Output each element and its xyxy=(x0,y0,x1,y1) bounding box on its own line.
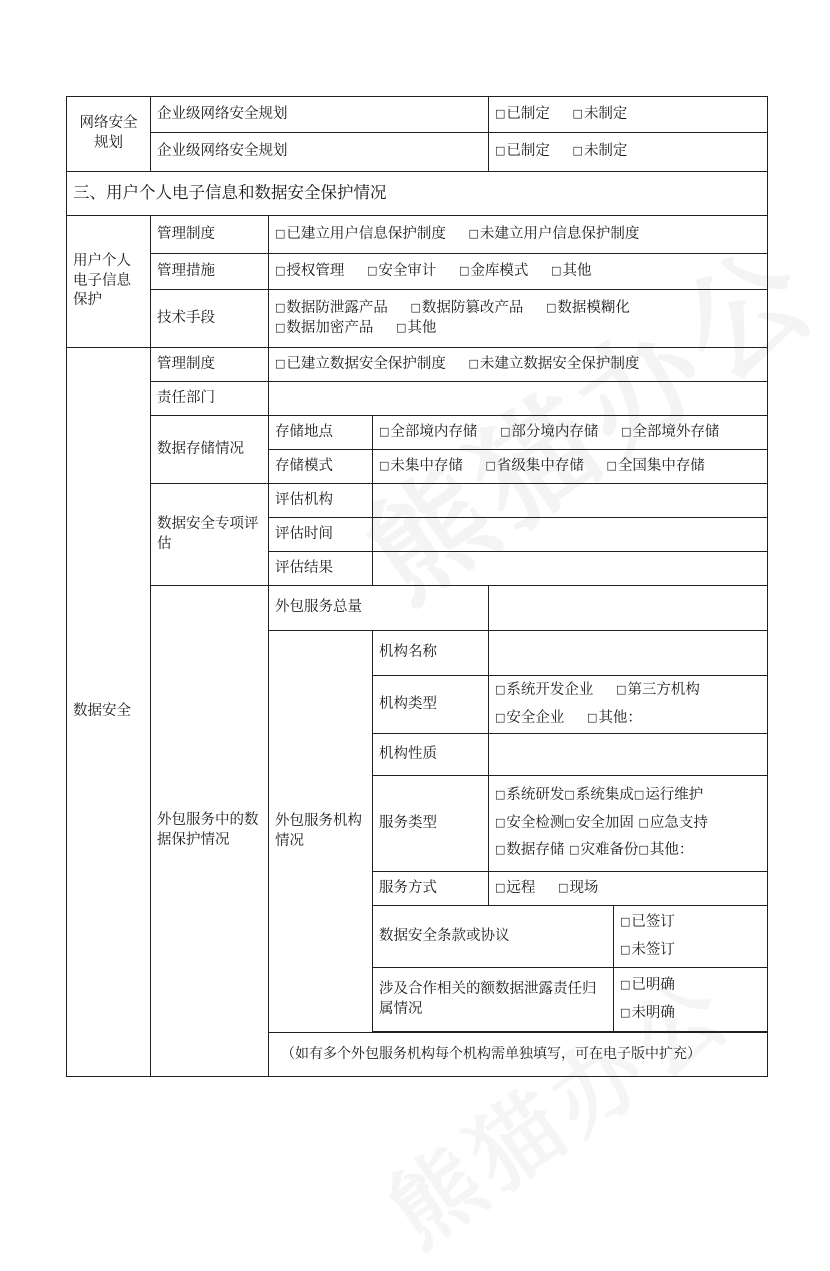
checkbox-signed[interactable]: □ 已签订 xyxy=(620,909,761,937)
checkbox-security-co[interactable]: □ 安全企业 xyxy=(495,710,564,726)
checkbox-not-established[interactable]: □ 未建立用户信息保护制度 xyxy=(469,226,640,242)
network-plan-options-1 xyxy=(489,97,768,133)
checkbox-made[interactable]: □ 已制定 xyxy=(495,143,550,159)
checkbox-onsite[interactable]: □ 现场 xyxy=(558,880,598,896)
service-mode-options xyxy=(489,872,768,906)
service-mode-label: 服务方式 xyxy=(373,872,489,906)
ds-mgmt-system-label: 管理制度 xyxy=(151,348,269,382)
pi-mgmt-measures-label: 管理措施 xyxy=(151,254,269,290)
checkbox-established[interactable]: □ 已建立用户信息保护制度 xyxy=(275,226,446,242)
checkbox-type-other[interactable]: □ 其他： xyxy=(587,710,642,726)
checkbox-not-centralized[interactable]: □ 未集中存储 xyxy=(379,458,463,474)
outsourcing-org-label: 外包服务机构情况 xyxy=(269,631,373,1033)
pi-tech-options xyxy=(269,290,768,348)
liability-label: 涉及合作相关的额数据泄露责任归属情况 xyxy=(373,968,614,1032)
checkbox-part-domestic[interactable]: □ 部分境内存储 xyxy=(500,424,598,440)
org-type-options xyxy=(489,676,768,734)
network-plan-item-2: 企业级网络安全规划 xyxy=(151,133,489,172)
ds-assessment-time-field[interactable] xyxy=(373,518,768,552)
checkbox-service-other[interactable]: □ 其他： xyxy=(638,842,693,858)
ds-dept-label: 责任部门 xyxy=(151,382,269,416)
checkbox-encryption[interactable]: □ 数据加密产品 xyxy=(275,320,373,336)
ds-storage-mode-options xyxy=(373,450,768,484)
outsourcing-note: （如有多个外包服务机构每个机构需单独填写，可在电子版中扩充） xyxy=(269,1033,768,1077)
org-type-label: 机构类型 xyxy=(373,676,489,734)
checkbox-third-party[interactable]: □ 第三方机构 xyxy=(616,682,700,698)
ds-storage-label: 数据存储情况 xyxy=(151,416,269,484)
checkbox-ds-established[interactable]: □ 已建立数据安全保护制度 xyxy=(275,356,446,372)
checkbox-other[interactable]: □ 其他 xyxy=(551,263,591,279)
checkbox-backup[interactable]: □ 灾难备份 xyxy=(569,842,638,858)
checkbox-not-made[interactable]: □ 未制定 xyxy=(573,143,628,159)
checkbox-emergency[interactable]: □ 应急支持 xyxy=(638,815,707,831)
ds-storage-mode-label: 存储模式 xyxy=(269,450,373,484)
service-type-options xyxy=(489,776,768,872)
section-3-title: 三、用户个人电子信息和数据安全保护情况 xyxy=(67,172,768,216)
checkbox-storage[interactable]: □ 数据存储 xyxy=(495,842,564,858)
ds-assessment-org-label: 评估机构 xyxy=(269,484,373,518)
ds-storage-location-options xyxy=(373,416,768,450)
clause-label: 数据安全条款或协议 xyxy=(373,906,614,968)
service-type-label: 服务类型 xyxy=(373,776,489,872)
checkbox-not-signed[interactable]: □ 未签订 xyxy=(620,937,761,965)
org-name-field[interactable] xyxy=(489,631,768,676)
outsourcing-total-label: 外包服务总量 xyxy=(269,586,489,631)
checkbox-ds-not-established[interactable]: □ 未建立数据安全保护制度 xyxy=(469,356,640,372)
checkbox-audit[interactable]: □ 安全审计 xyxy=(367,263,436,279)
checkbox-obfuscation[interactable]: □ 数据模糊化 xyxy=(546,300,630,316)
network-plan-item-1: 企业级网络安全规划 xyxy=(151,97,489,133)
org-name-label: 机构名称 xyxy=(373,631,489,676)
liability-options xyxy=(614,968,768,1032)
checkbox-not-made[interactable]: □ 未制定 xyxy=(573,106,628,122)
checkbox-made[interactable]: □ 已制定 xyxy=(495,106,550,122)
checkbox-national[interactable]: □ 全国集中存储 xyxy=(607,458,705,474)
pi-mgmt-measures-options xyxy=(269,254,768,290)
checkbox-tech-other[interactable]: □ 其他 xyxy=(396,320,436,336)
org-nature-field[interactable] xyxy=(489,734,768,776)
org-nature-label: 机构性质 xyxy=(373,734,489,776)
outsourcing-total-field[interactable] xyxy=(489,586,768,631)
ds-outsourcing-label: 外包服务中的数据保护情况 xyxy=(151,586,269,1077)
form-table xyxy=(66,96,768,1077)
pi-tech-label: 技术手段 xyxy=(151,290,269,348)
network-plan-options-2 xyxy=(489,133,768,172)
checkbox-all-overseas[interactable]: □ 全部境外存储 xyxy=(621,424,719,440)
checkbox-testing[interactable]: □ 安全检测 xyxy=(495,815,564,831)
checkbox-hardening[interactable]: □ 安全加固 xyxy=(564,815,633,831)
ds-mgmt-system-options xyxy=(269,348,768,382)
pi-mgmt-system-options xyxy=(269,216,768,254)
ds-assessment-label: 数据安全专项评估 xyxy=(151,484,269,586)
ds-assessment-org-field[interactable] xyxy=(373,484,768,518)
ds-assessment-result-field[interactable] xyxy=(373,552,768,586)
checkbox-provincial[interactable]: □ 省级集中存储 xyxy=(486,458,584,474)
checkbox-sys-dev[interactable]: □ 系统开发企业 xyxy=(495,682,593,698)
pi-mgmt-system-label: 管理制度 xyxy=(151,216,269,254)
ds-dept-field[interactable] xyxy=(269,382,768,416)
network-security-label: 网络安全规划 xyxy=(67,97,151,172)
clause-options xyxy=(614,906,768,968)
ds-storage-location-label: 存储地点 xyxy=(269,416,373,450)
ds-assessment-result-label: 评估结果 xyxy=(269,552,373,586)
checkbox-not-clarified[interactable]: □ 未明确 xyxy=(620,1000,761,1028)
checkbox-remote[interactable]: □ 远程 xyxy=(495,880,535,896)
checkbox-integration[interactable]: □ 系统集成 xyxy=(564,787,633,803)
checkbox-dlp[interactable]: □ 数据防泄露产品 xyxy=(275,300,388,316)
personal-info-label: 用户个人电子信息保护 xyxy=(67,216,151,348)
data-security-label: 数据安全 xyxy=(67,348,151,1077)
checkbox-clarified[interactable]: □ 已明确 xyxy=(620,972,761,1000)
checkbox-all-domestic[interactable]: □ 全部境内存储 xyxy=(379,424,477,440)
ds-assessment-time-label: 评估时间 xyxy=(269,518,373,552)
checkbox-authorization[interactable]: □ 授权管理 xyxy=(275,263,344,279)
checkbox-anti-tamper[interactable]: □ 数据防篡改产品 xyxy=(411,300,524,316)
checkbox-rnd[interactable]: □ 系统研发 xyxy=(495,787,564,803)
checkbox-operation[interactable]: □ 运行维护 xyxy=(634,787,703,803)
checkbox-vault[interactable]: □ 金库模式 xyxy=(459,263,528,279)
